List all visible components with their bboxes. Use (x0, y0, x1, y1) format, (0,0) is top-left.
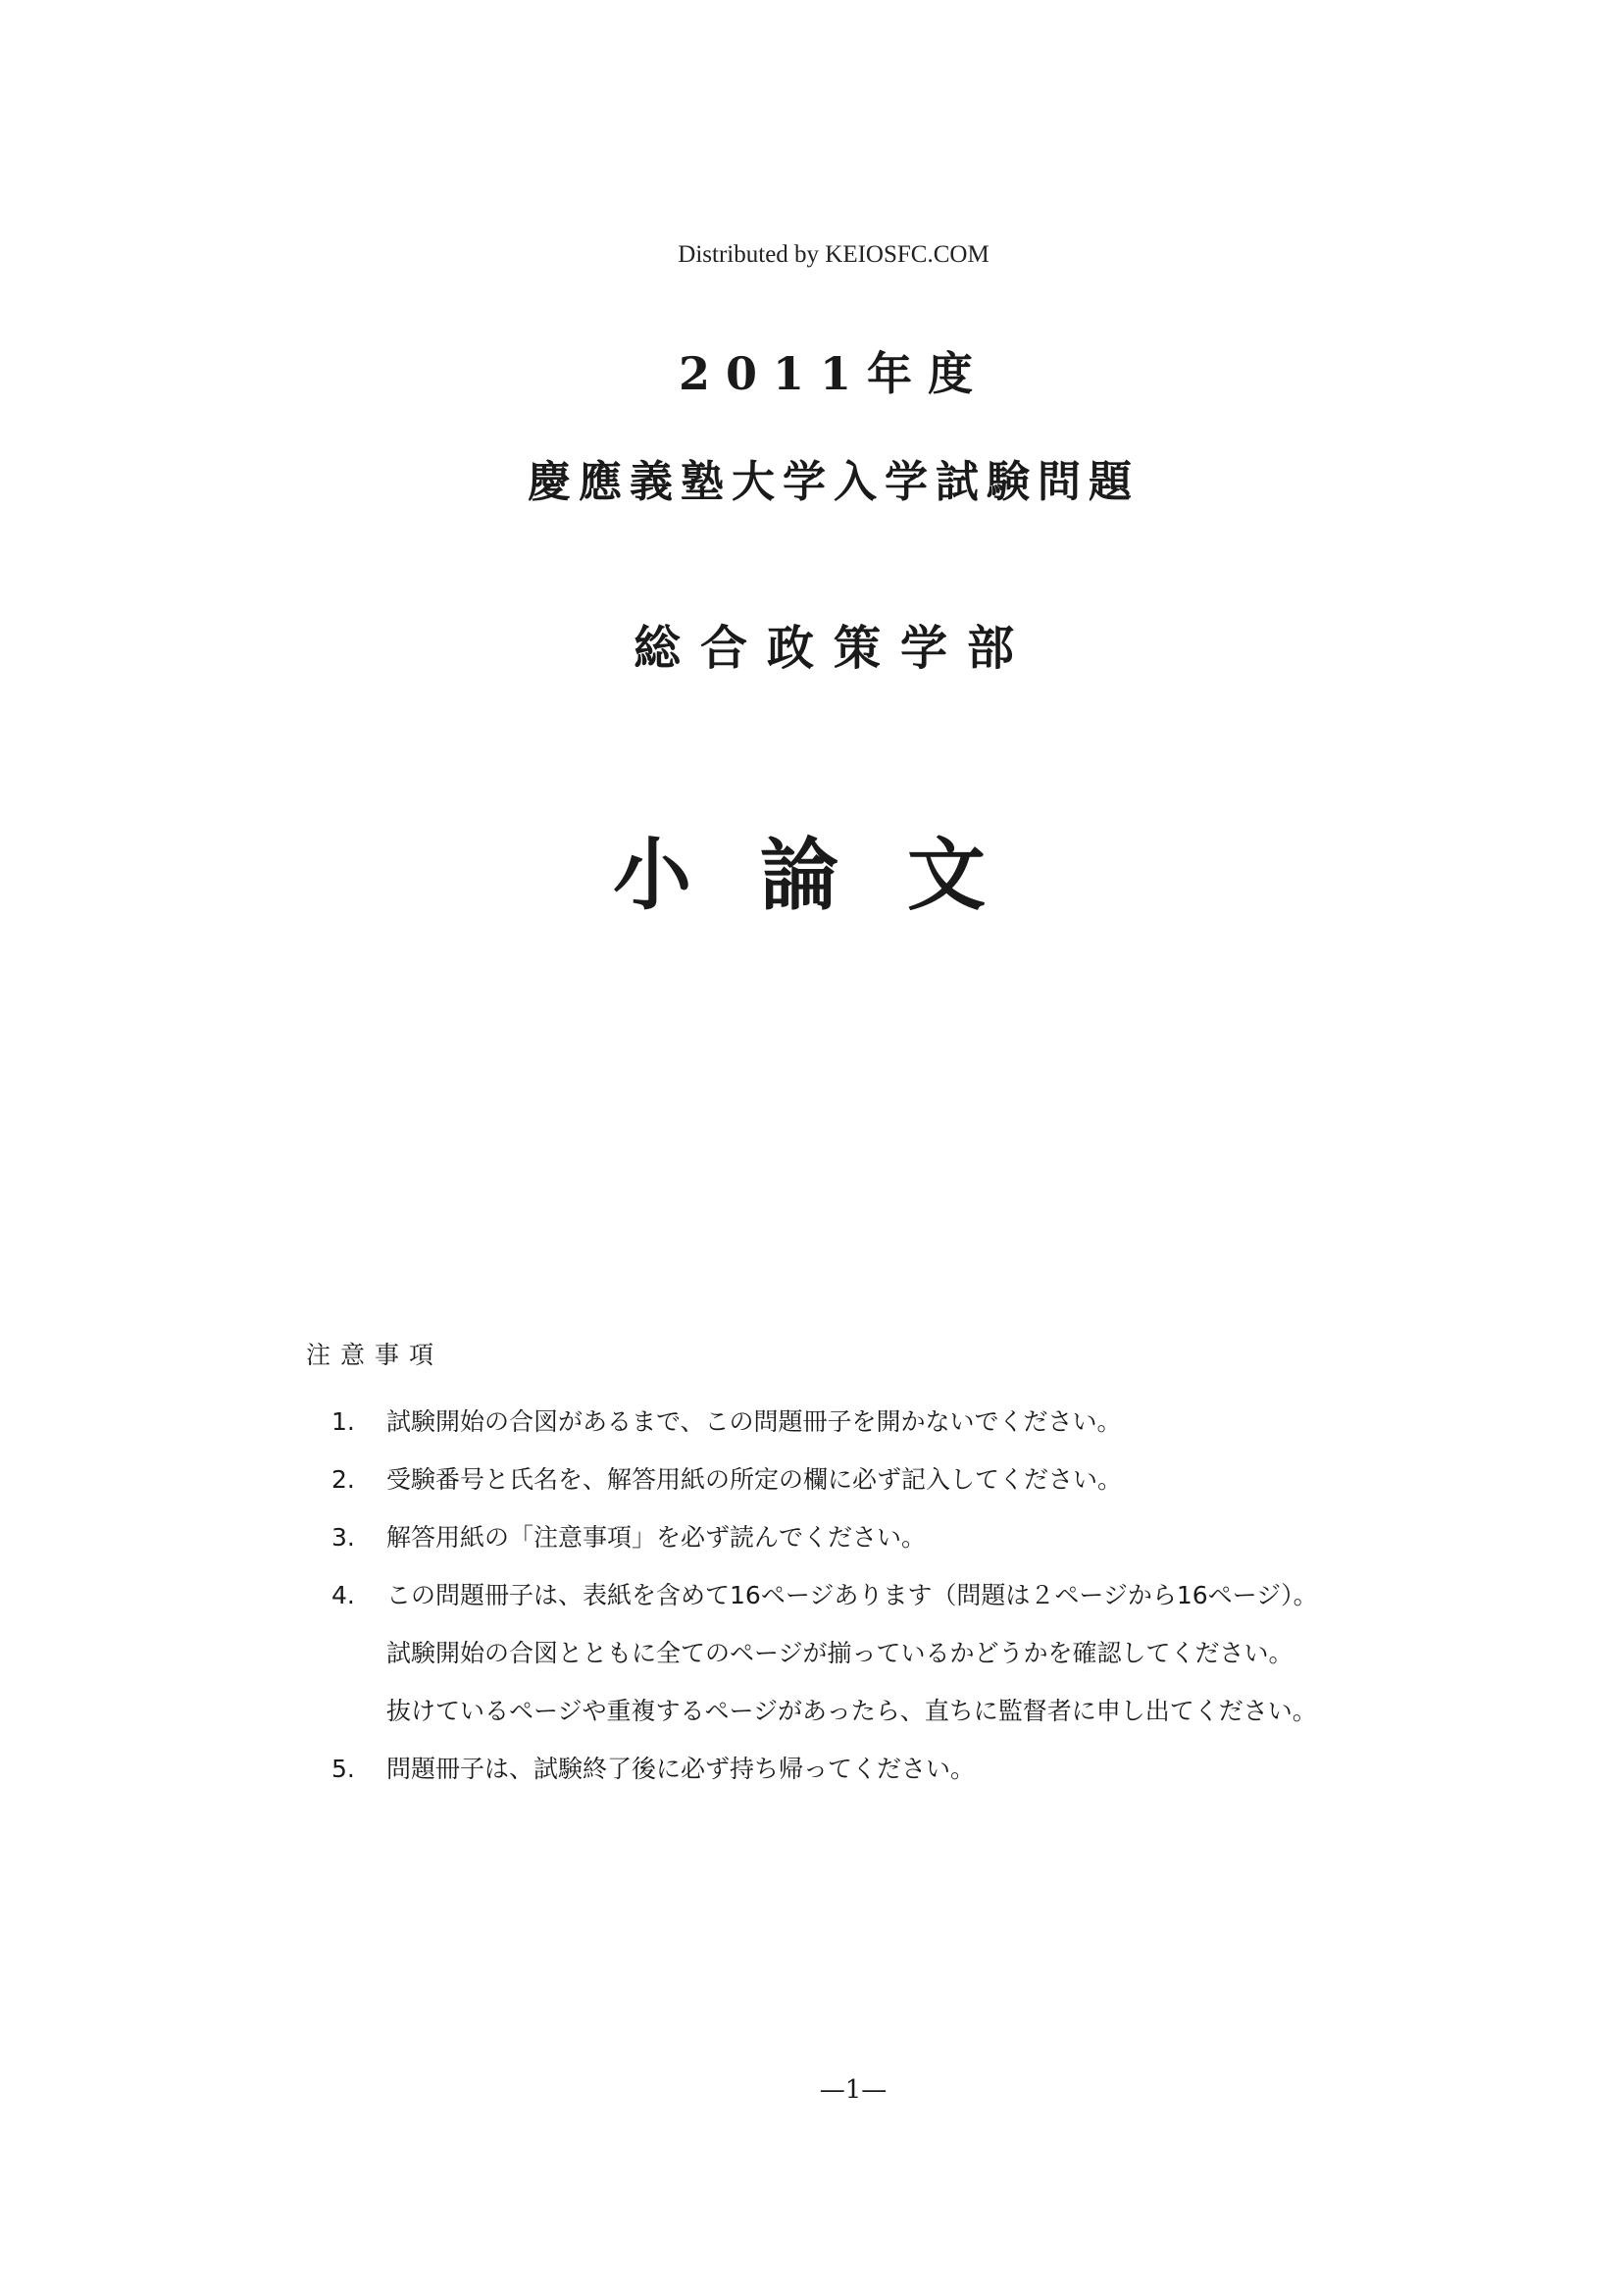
page-number: —1— (819, 2075, 888, 2105)
note-item-1 (331, 1393, 1318, 1451)
note-item-2 (331, 1451, 1318, 1508)
note-text: 問題冊子は、試験終了後に必ず持ち帰ってください。 (386, 1755, 976, 1783)
note-item-3 (331, 1508, 1318, 1566)
note-text: 試験開始の合図があるまで、この問題冊子を開かないでください。 (386, 1407, 1122, 1436)
university-exam-title: 慶應義塾大学入学試験問題 (528, 457, 1140, 507)
note-item-4-line-2 (331, 1624, 1318, 1682)
notes-list (331, 1393, 1318, 1798)
note-item-4-line-3 (331, 1682, 1318, 1740)
note-item-4 (331, 1566, 1318, 1624)
distributed-by-line: Distributed by KEIOSFC.COM (678, 241, 990, 268)
subject-title: 小論文 (613, 829, 1054, 921)
note-number: 4. (331, 1581, 355, 1609)
note-number: 3. (331, 1523, 355, 1552)
note-text: 受験番号と氏名を、解答用紙の所定の欄に必ず記入してください。 (386, 1465, 1123, 1494)
note-number: 2. (331, 1465, 355, 1494)
faculty-name: 総合政策学部 (633, 621, 1034, 676)
note-number: 5. (331, 1755, 355, 1783)
notes-heading: 注意事項 (306, 1341, 444, 1369)
note-item-5 (331, 1740, 1318, 1798)
exam-year: 2011年度 (678, 347, 990, 400)
note-text: この問題冊子は、表紙を含めて16ページあります（問題は２ページから16ページ）。 (386, 1581, 1318, 1609)
note-text: 抜けているページや重複するページがあったら、直ちに監督者に申し出てください。 (386, 1697, 1317, 1725)
note-text: 解答用紙の「注意事項」を必ず読んでください。 (386, 1523, 927, 1552)
note-number: 1. (331, 1407, 355, 1436)
note-text: 試験開始の合図とともに全てのページが揃っているかどうかを確認してください。 (386, 1639, 1294, 1667)
